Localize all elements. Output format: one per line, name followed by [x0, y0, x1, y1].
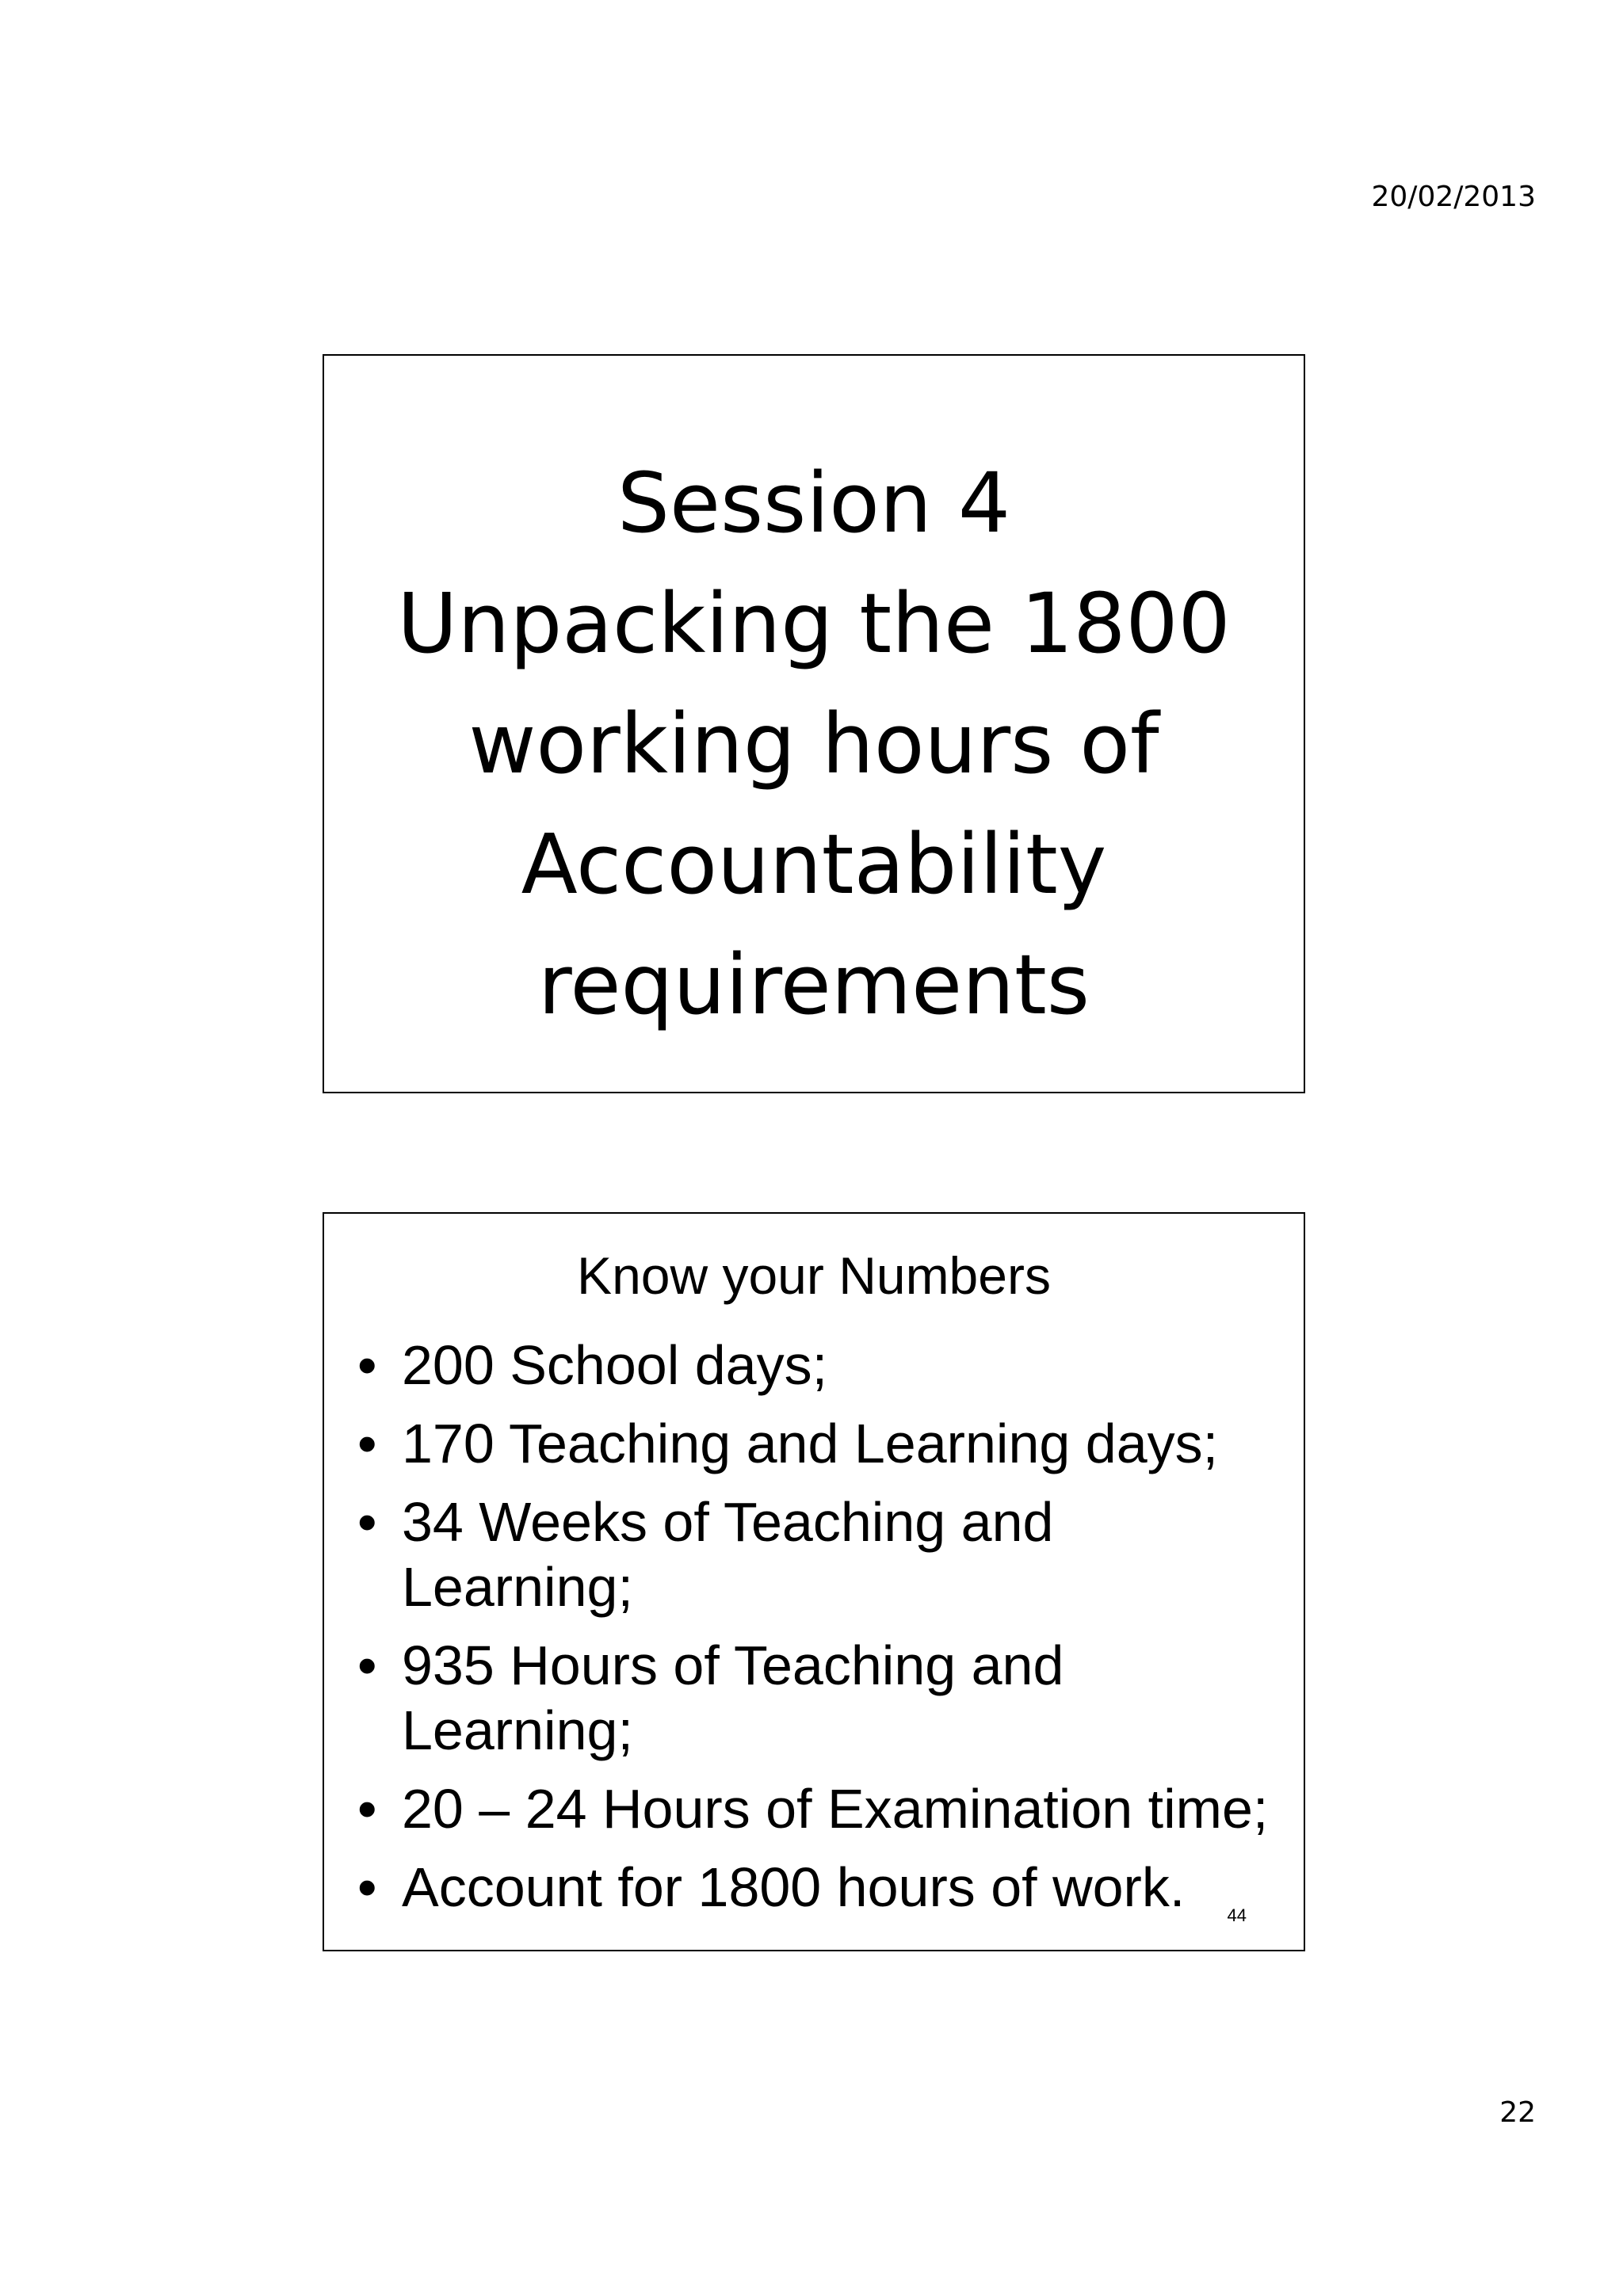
title-line: Unpacking the 1800 — [397, 575, 1231, 672]
list-item-text: 20 – 24 Hours of Examination time; — [402, 1778, 1269, 1840]
list-item — [357, 1633, 1280, 1763]
list-item — [357, 1411, 1280, 1476]
page-date: 20/02/2013 — [1371, 181, 1536, 213]
list-item — [357, 1333, 1280, 1398]
list-item-text: 34 Weeks of Teaching and Learning; — [402, 1491, 1054, 1618]
slide-title — [324, 443, 1304, 1045]
title-line: requirements — [538, 936, 1090, 1033]
title-line: working hours of — [468, 696, 1159, 792]
list-item — [357, 1489, 1280, 1619]
bullet-icon: • — [357, 1778, 377, 1840]
bullet-list — [357, 1333, 1280, 1933]
slide-session-4 — [323, 354, 1305, 1093]
list-item — [357, 1855, 1280, 1920]
list-item-text: 935 Hours of Teaching and Learning; — [402, 1634, 1064, 1761]
bullet-icon: • — [357, 1856, 377, 1918]
title-line: Session 4 — [617, 455, 1011, 551]
list-item-text: 200 School days; — [402, 1334, 828, 1396]
page-number: 22 — [1499, 2096, 1536, 2129]
slide-number: 44 — [1227, 1905, 1247, 1925]
bullet-icon: • — [357, 1334, 377, 1396]
list-item-text: 170 Teaching and Learning days; — [402, 1413, 1219, 1474]
title-line: Accountability — [521, 816, 1107, 913]
bullet-icon: • — [357, 1413, 377, 1474]
list-item-text: Account for 1800 hours of work. — [402, 1856, 1186, 1918]
slide-know-your-numbers — [323, 1212, 1305, 1951]
bullet-icon: • — [357, 1491, 377, 1553]
slide-title: Know your Numbers — [577, 1246, 1051, 1305]
bullet-icon: • — [357, 1634, 377, 1696]
list-item — [357, 1776, 1280, 1841]
